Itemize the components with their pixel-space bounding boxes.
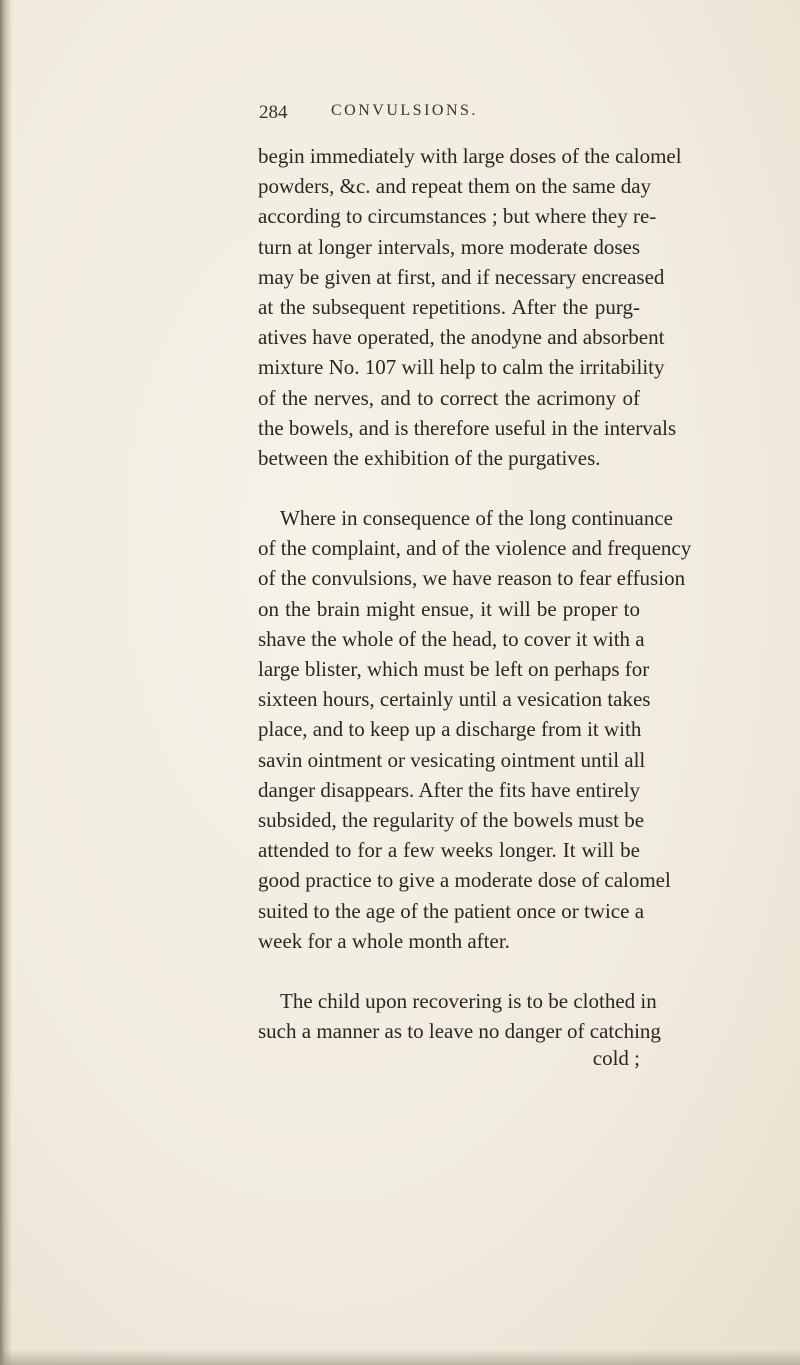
- text-line: sixteen hours, certainly until a vesication takes: [258, 687, 651, 712]
- body-text: [258, 141, 692, 1046]
- text-line: savin ointment or vesicating ointment until all: [258, 747, 646, 772]
- catchword: cold ;: [592, 1046, 640, 1070]
- text-line: the bowels, and is therefore useful in the intervals: [258, 415, 677, 440]
- text-line: begin immediately with large doses of the calomel: [258, 144, 682, 168]
- catchword-row: [258, 1046, 640, 1076]
- text-line: suited to the age of the patient once or twice a: [258, 898, 645, 923]
- text-line: shave the whole of the head, to cover it with a: [258, 626, 645, 651]
- running-title: CONVULSIONS.: [331, 102, 478, 119]
- text-line: subsided, the regularity of the bowels must be: [258, 807, 645, 832]
- text-line: powders, &c. and repeat them on the same day: [258, 174, 652, 199]
- text-line: week for a whole month after.: [258, 928, 510, 953]
- paragraph-gap: [258, 956, 640, 986]
- text-line: good practice to give a moderate dose of calomel: [258, 868, 671, 893]
- running-head: [259, 102, 679, 132]
- text-line: The child upon recovering is to be clothed in: [280, 988, 657, 1013]
- page-number: 284: [259, 102, 288, 123]
- paragraph-gap: [258, 473, 640, 503]
- text-line: atives have operated, the anodyne and absorbent: [258, 325, 665, 350]
- text-line: danger disappears. After the fits have entirely: [258, 777, 640, 802]
- text-line: of the complaint, and of the violence and frequency: [258, 536, 692, 561]
- text-line: on the brain might ensue, it will be proper to: [258, 596, 640, 621]
- paragraph-2: [258, 503, 692, 956]
- text-line: may be given at first, and if necessary encreased: [258, 264, 665, 289]
- text-line: turn at longer intervals, more moderate doses: [258, 234, 640, 259]
- text-line: mixture No. 107 will help to calm the irritability: [258, 355, 665, 380]
- page-bottom-edge: [0, 1349, 800, 1365]
- text-line: place, and to keep up a discharge from it with: [258, 717, 642, 742]
- text-line: Where in consequence of the long continuance: [280, 506, 674, 531]
- text-line: according to circumstances ; but where they re-: [258, 204, 657, 229]
- binding-edge: [0, 0, 12, 1365]
- paragraph-3: [258, 986, 661, 1046]
- text-line: of the convulsions, we have reason to fear effusion: [258, 566, 686, 591]
- text-line: between the exhibition of the purgatives.: [258, 445, 601, 470]
- text-line: large blister, which must be left on perhaps for: [258, 657, 650, 681]
- text-line: of the nerves, and to correct the acrimony of: [258, 385, 640, 410]
- text-line: at the subsequent repetitions. After the purg-: [258, 294, 640, 319]
- text-line: attended to for a few weeks longer. It will be: [258, 838, 640, 863]
- paragraph-1: [258, 141, 682, 473]
- text-line: such a manner as to leave no danger of catching: [258, 1019, 661, 1044]
